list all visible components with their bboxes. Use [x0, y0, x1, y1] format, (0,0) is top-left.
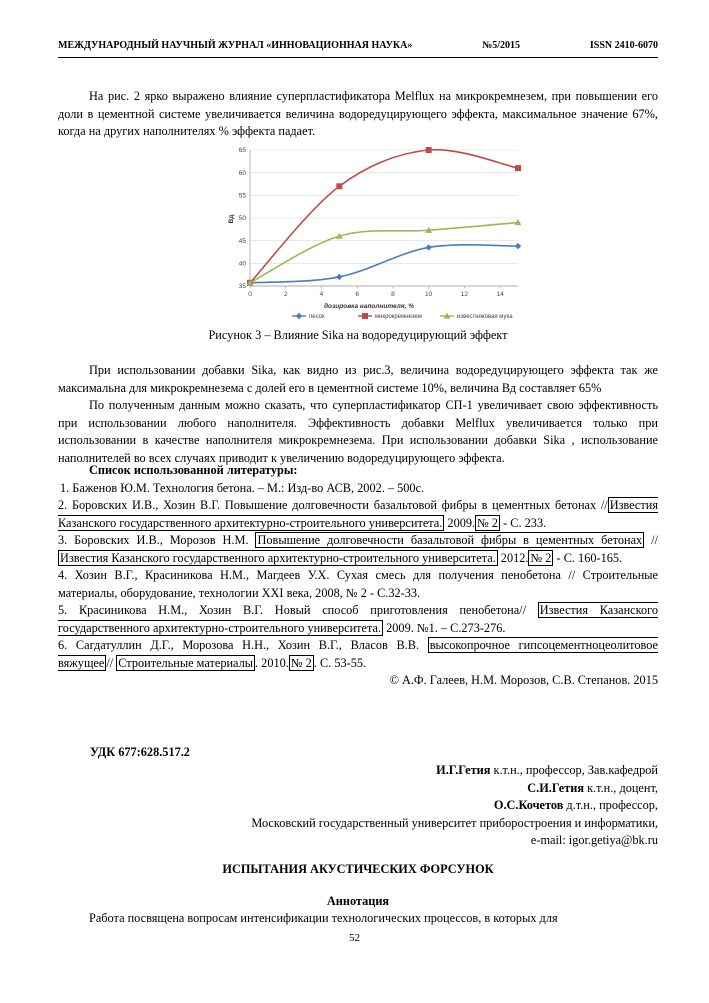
reference-5: 5. Красиникова Н.М., Хозин В.Г. Новый способ приготовления пенобетона// Известия Казанского государственного архитектурно-строительного университета. 2009. №1. – С.273-276.	[58, 603, 658, 635]
ref-link-journal[interactable]: Известия Казанского государственного архитектурно-строительного университета.	[58, 498, 658, 530]
legend-label: известняковая мука	[457, 314, 513, 320]
y-axis-label: Вд	[228, 214, 235, 224]
references-title: Список использованной литературы:	[89, 463, 298, 477]
line-chart	[228, 143, 534, 324]
journal-issue: №5/2015	[482, 40, 521, 51]
data-point	[426, 147, 432, 153]
series-line-1	[250, 245, 518, 283]
series-line-3	[250, 223, 518, 283]
email: e-mail: igor.getiya@bk.ru	[530, 833, 658, 847]
data-point	[515, 165, 521, 171]
legend-label: песок	[309, 314, 325, 320]
ref-link-title[interactable]: высокопрочное гипсоцементноцеолитовое вяжущее	[58, 638, 658, 670]
x-tick-label: 14	[496, 291, 504, 298]
reference-4: 4. Хозин В.Г., Красиникова Н.М., Магдеев У.Х. Сухая смесь для получения пенобетона // Строительные материалы, оборудование, технологии XXI века, 2008, № 2 - С.32-33.	[58, 568, 658, 600]
x-tick-label: 0	[248, 291, 252, 298]
reference-6: 6. Сагдатуллин Д.Г., Морозова Н.Н., Хозин В.Г., Власов В.В. высокопрочное гипсоцементноцеолитовое вяжущее // Строительные материалы . 2010. № 2 . С. 53-55.	[58, 638, 658, 670]
article-title: ИСПЫТАНИЯ АКУСТИЧЕСКИХ ФОРСУНОК	[222, 862, 494, 876]
author-1: И.Г.Гетия к.т.н., профессор, Зав.кафедрой	[436, 763, 658, 777]
ref-link-journal[interactable]: Строительные материалы	[118, 655, 254, 670]
udk-code: УДК 677:628.517.2	[90, 745, 190, 759]
intro-paragraph: На рис. 2 ярко выражено влияние суперпластификатора Melflux на микрокремнезем, при повышении его доли в цементной системе увеличивается величина водоредуцирующего эффекта, максимальное значение 67%, когда на других наполнителях % эффекта падает.	[58, 89, 658, 138]
references	[58, 462, 658, 690]
journal-header	[58, 40, 658, 58]
data-point	[515, 243, 521, 249]
legend-marker	[296, 313, 302, 319]
abstract-title: Аннотация	[326, 894, 390, 908]
y-tick-label: 65	[238, 147, 246, 155]
journal-issn: ISSN 2410-6070	[589, 40, 658, 51]
y-tick-label: 35	[238, 283, 246, 291]
author-2: С.И.Гетия к.т.н., доцент,	[527, 780, 658, 795]
reference-2: 2. Боровских И.В., Хозин В.Г. Повышение долговечности базальтовой фибры в цементных бетонах // Известия Казанского государственного архитектурно-строительного университета. 2009. № 2 - С. 233.	[58, 498, 658, 530]
y-tick-label: 55	[238, 192, 246, 200]
ref-link-title[interactable]: Повышение долговечности базальтовой фибры в цементных бетонах	[257, 533, 643, 547]
x-axis-label: дозировка наполнителя, %	[323, 303, 415, 310]
x-tick-label: 8	[391, 291, 395, 298]
legend-marker	[362, 313, 368, 319]
y-tick-label: 60	[238, 169, 246, 177]
x-tick-label: 12	[460, 291, 469, 298]
x-tick-label: 2	[283, 291, 288, 298]
series-line-2	[250, 150, 518, 283]
ref-link-journal[interactable]: Известия Казанского государственного архитектурно-строительного университета.	[60, 550, 496, 565]
paragraph-conclusion: По полученным данным можно сказать, что суперпластификатор СП-1 увеличивает свою эффективность при использовании любого наполнителя. Эффективность добавки Melflux увеличивается только при использовании в качестве наполнителя микрокремнезема. При использовании добавки Sika , использование наполнителей во всех случаях приводит к увеличению водоредуцирующего эффекта.	[58, 398, 658, 465]
page-number: 52	[349, 932, 360, 944]
y-tick-label: 45	[238, 237, 246, 245]
data-point	[336, 274, 342, 280]
legend-label: микрокремнезем	[375, 314, 422, 320]
x-tick-label: 10	[425, 291, 433, 298]
y-tick-label: 50	[238, 215, 246, 223]
data-point	[336, 183, 342, 189]
reference-3: 3. Боровских И.В., Морозов Н.М. Повышение долговечности базальтовой фибры в цементных бетонах //Известия Казанского государственного архитектурно-строительного университета. 2012. № 2 - С. 160-165.	[58, 533, 658, 565]
ref-link-journal[interactable]: Известия Казанского государственного архитектурно-строительного университета.	[58, 603, 658, 635]
abstract-text: Работа посвящена вопросам интенсификации технологических процессов, в которых для	[89, 911, 558, 925]
journal-name: МЕЖДУНАРОДНЫЙ НАУЧНЫЙ ЖУРНАЛ «ИННОВАЦИОННАЯ НАУКА»	[58, 40, 413, 51]
ref-link-issue[interactable]: № 2	[477, 515, 499, 530]
reference-1: 1. Баженов Ю.М. Технология бетона. – М.: Изд-во АСВ, 2002. – 500с.	[60, 480, 425, 495]
x-tick-label: 6	[355, 291, 360, 298]
paragraph-sika: При использовании добавки Sika, как видно из рис.3, величина водоредуцирующего эффекта так же максимальна для микрокремнезема с долей его в цементной системе 10%, величина Вд составляет 65%	[58, 363, 658, 395]
ref-link-issue[interactable]: № 2	[530, 550, 552, 565]
data-point	[425, 244, 431, 250]
authors-block	[58, 762, 658, 850]
figure-caption: Рисунок 3 – Влияние Sika на водоредуцирующий эффект	[208, 328, 508, 342]
copyright: © А.Ф. Галеев, Н.М. Морозов, С.В. Степанов. 2015	[389, 673, 658, 687]
ref-link-issue[interactable]: № 2	[290, 655, 312, 670]
x-tick-label: 4	[319, 291, 324, 298]
author-3: О.С.Кочетов д.т.н., профессор,	[493, 798, 658, 812]
y-tick-label: 40	[238, 260, 246, 268]
affiliation: Московский государственный университет приборостроения и информатики,	[251, 815, 658, 830]
